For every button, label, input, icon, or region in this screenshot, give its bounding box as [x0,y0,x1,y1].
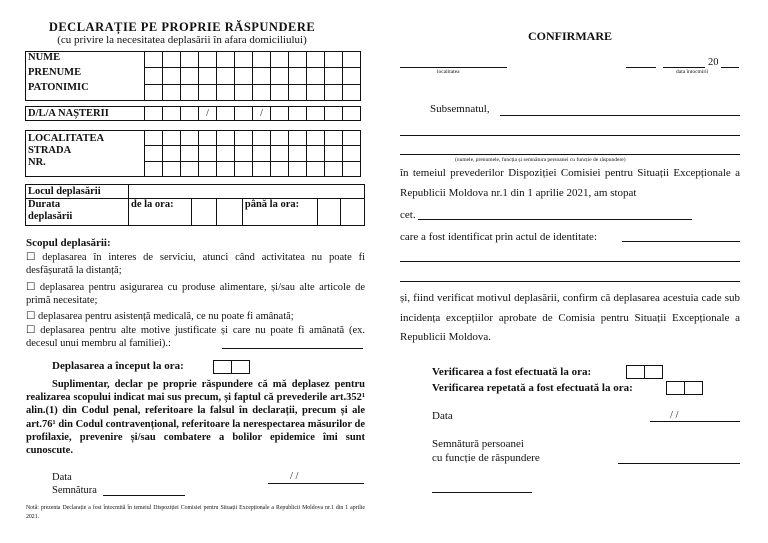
number-char-box[interactable] [199,161,217,176]
street-label: STRADA [28,145,72,156]
street-char-box[interactable] [145,146,163,161]
check1-minute-box[interactable] [644,365,663,379]
locality-char-box[interactable] [343,131,361,146]
dob-char-box[interactable] [271,107,289,121]
street-char-box[interactable] [253,146,271,161]
locality-char-box[interactable] [307,131,325,146]
patronymic-char-box[interactable] [271,84,289,100]
number-char-box[interactable] [253,161,271,176]
official-name-line[interactable] [432,492,532,493]
person-caption: (numele, prenumele, funcția și semnătura persoanei cu funcție de răspundere) [455,157,626,163]
dob-grid [25,106,361,121]
trip-grid [25,184,365,226]
firstname-char-box[interactable] [145,68,163,84]
number-char-box[interactable] [235,161,253,176]
date-separator: / / [290,471,299,482]
street-char-box[interactable] [163,146,181,161]
name-char-box[interactable] [343,52,361,68]
duration-label: Durata [28,199,61,210]
patronymic-char-box[interactable] [307,84,325,100]
name-label: NUME [28,52,61,63]
name-char-box[interactable] [163,52,181,68]
locality-line[interactable] [400,67,507,68]
firstname-char-box[interactable] [181,68,199,84]
number-char-box[interactable] [325,161,343,176]
firstname-char-box[interactable] [271,68,289,84]
sign-label-1: Semnătură persoanei [432,438,524,450]
firstname-char-box[interactable] [325,68,343,84]
person-line-1[interactable] [400,135,740,136]
dob-char-box[interactable] [145,107,163,121]
scope-option-food[interactable]: ☐ deplasarea pentru asigurarea cu produse alimentare, și/sau alte articole de primă necesitate; [26,282,365,306]
patronymic-char-box[interactable] [235,84,253,100]
citizen-line[interactable] [418,219,692,220]
legal-basis-text: în temeiul prevederilor Dispoziției Comisiei pentru Situații Excepționale a Republicii Moldova nr.1 din 1 aprilie 2021, am stopat [400,167,740,199]
date-caption: data întocmirii [676,69,709,75]
place-label: Locul deplasării [28,185,101,197]
number-char-box[interactable] [343,161,361,176]
note-text: Notă: prezenta Declarație a fost întocmită în temeiul Dispoziției Comisiei pentru Situații Excepționale a Republicii Moldova nr.1 din 1 aprilie 2021. [26,505,365,520]
date-label: Data [52,472,72,483]
from-label-cell [129,199,192,226]
locality-char-box[interactable] [235,131,253,146]
patronymic-char-box[interactable] [325,84,343,100]
confirm-date-label: Data [432,410,453,422]
dob-char-box[interactable] [307,107,325,121]
id-doc-line[interactable] [622,241,740,242]
number-char-box[interactable] [145,161,163,176]
number-char-box[interactable] [181,161,199,176]
signature-label: Semnătura [52,485,97,496]
patronymic-char-box[interactable] [289,84,307,100]
dob-separator: / [199,107,217,121]
to-label: până la ora: [244,199,300,210]
dob-char-box[interactable] [235,107,253,121]
undersigned-line[interactable] [500,115,740,116]
confirm-date-separator: / / [670,410,679,421]
other-reason-line[interactable] [222,348,363,349]
name-char-box[interactable] [145,52,163,68]
check2-minute-box[interactable] [684,381,703,395]
confirmation-title: CONFIRMARE [528,29,612,43]
signature-line[interactable] [103,495,185,496]
duration-label-2: deplasării [28,211,73,222]
declaration-title: DECLARAȚIE PE PROPRIE RĂSPUNDERE [48,20,316,34]
dob-label: D/L/A NAȘTERII [28,107,109,119]
dob-char-box[interactable] [181,107,199,121]
name-char-box[interactable] [307,52,325,68]
patronymic-char-box[interactable] [343,84,361,100]
check1-label: Verificarea a fost efectuată la ora: [432,366,592,378]
scope-title: Scopul deplasării: [26,237,111,249]
street-char-box[interactable] [217,146,235,161]
started-hour-box[interactable] [213,360,232,374]
firstname-char-box[interactable] [343,68,361,84]
confirmation-text: și, fiind verificat motivul deplasării, confirm că deplasarea acestuia cade sub incidența excepțiilor aprobate de Comisia pentru Situații Excepționale a Republicii Moldova. [400,292,740,343]
locality-char-box[interactable] [289,131,307,146]
street-char-box[interactable] [307,146,325,161]
street-char-box[interactable] [181,146,199,161]
patronymic-char-box[interactable] [181,84,199,100]
name-labels [26,52,145,101]
dob-char-box[interactable] [289,107,307,121]
number-char-box[interactable] [163,161,181,176]
locality-char-box[interactable] [145,131,163,146]
name-char-box[interactable] [217,52,235,68]
firstname-char-box[interactable] [163,68,181,84]
name-char-box[interactable] [271,52,289,68]
name-char-box[interactable] [235,52,253,68]
patronymic-char-box[interactable] [145,84,163,100]
locality-char-box[interactable] [199,131,217,146]
started-minute-box[interactable] [231,360,250,374]
check2-hour-box[interactable] [666,381,685,395]
to-label-cell [242,199,317,226]
number-char-box[interactable] [289,161,307,176]
from-minute-box[interactable] [217,199,243,226]
citizen-label: cet. [400,209,416,221]
locality-char-box[interactable] [163,131,181,146]
id-doc-line-3[interactable] [400,281,740,282]
started-label: Deplasarea a început la ora: [52,360,184,372]
locality-char-box[interactable] [181,131,199,146]
from-hour-box[interactable] [191,199,217,226]
dob-char-box[interactable] [163,107,181,121]
patronymic-char-box[interactable] [163,84,181,100]
dob-char-box[interactable] [325,107,343,121]
name-grid [25,51,361,101]
dob-char-box[interactable] [343,107,361,121]
scope-option-other[interactable]: ☐ deplasarea pentru alte motive justificate și care nu poate fi amânată (ex. decesul unui membru al familiei).: [26,325,365,349]
firstname-char-box[interactable] [289,68,307,84]
locality-char-box[interactable] [271,131,289,146]
year-prefix: 20 [708,57,719,68]
scope-option-medical[interactable]: ☐ deplasarea pentru asistență medicală, ce nu poate fi amânată; [26,311,294,322]
duration-label-cell [26,199,129,226]
firstname-char-box[interactable] [253,68,271,84]
to-minute-box[interactable] [341,199,365,226]
name-char-box[interactable] [253,52,271,68]
from-label: de la ora: [131,199,174,210]
person-line-2[interactable] [400,154,740,155]
id-doc-line-2[interactable] [400,261,740,262]
patronymic-char-box[interactable] [253,84,271,100]
identified-label: care a fost identificat prin actul de identitate: [400,231,597,243]
declaration-subtitle: (cu privire la necesitatea deplasării în afara domiciliului) [57,34,307,46]
number-char-box[interactable] [307,161,325,176]
undersigned-label: Subsemnatul, [430,103,490,115]
firstname-label: PRENUME [28,67,82,78]
street-char-box[interactable] [199,146,217,161]
to-hour-box[interactable] [317,199,341,226]
dob-label-cell [26,107,145,121]
street-char-box[interactable] [235,146,253,161]
street-char-box[interactable] [271,146,289,161]
locality-char-box[interactable] [325,131,343,146]
firstname-char-box[interactable] [217,68,235,84]
name-char-box[interactable] [289,52,307,68]
number-label: NR. [28,157,46,168]
street-char-box[interactable] [289,146,307,161]
firstname-char-box[interactable] [307,68,325,84]
locality-char-box[interactable] [217,131,235,146]
number-char-box[interactable] [217,161,235,176]
address-labels [26,131,145,177]
year-line[interactable] [721,67,739,68]
date-line[interactable] [268,483,364,484]
check1-hour-box[interactable] [626,365,645,379]
number-char-box[interactable] [271,161,289,176]
place-field[interactable] [129,185,365,199]
place-label-cell [26,185,129,199]
locality-caption: localitatea [437,69,460,75]
name-char-box[interactable] [325,52,343,68]
locality-char-box[interactable] [253,131,271,146]
street-char-box[interactable] [343,146,361,161]
dob-char-box[interactable] [217,107,235,121]
firstname-char-box[interactable] [199,68,217,84]
patronymic-label: PATONIMIC [28,82,89,93]
patronymic-char-box[interactable] [217,84,235,100]
patronymic-char-box[interactable] [199,84,217,100]
declaration-text: Suplimentar, declar pe proprie răspundere că mă deplasez pentru realizarea scopului indicat mai sus precum, și faptul că prevederile art.352¹ alin.(1) din Codul penal, referitoare la falsul în declarații, precum și ale art.76¹ din Codul contravențional, referitoare la nerespectarea măsurilor de profilaxie, prevenire și/sau combatere a bolilor epidemice îmi sunt cunoscute. [26,379,365,457]
firstname-char-box[interactable] [235,68,253,84]
confirm-date-line[interactable] [650,421,740,422]
official-signature-line[interactable] [618,463,740,464]
street-char-box[interactable] [325,146,343,161]
name-char-box[interactable] [181,52,199,68]
name-char-box[interactable] [199,52,217,68]
check2-label: Verificarea repetată a fost efectuată la ora: [432,382,633,394]
address-grid [25,130,361,177]
sign-label-2: cu funcție de răspundere [432,452,540,464]
dob-separator: / [253,107,271,121]
month-line[interactable] [663,67,705,68]
day-line[interactable] [626,67,656,68]
locality-label: LOCALITATEA [28,133,105,144]
scope-option-service[interactable]: ☐ deplasarea în interes de serviciu, atunci când activitatea nu poate fi desfășurată la distanță; [26,252,365,276]
